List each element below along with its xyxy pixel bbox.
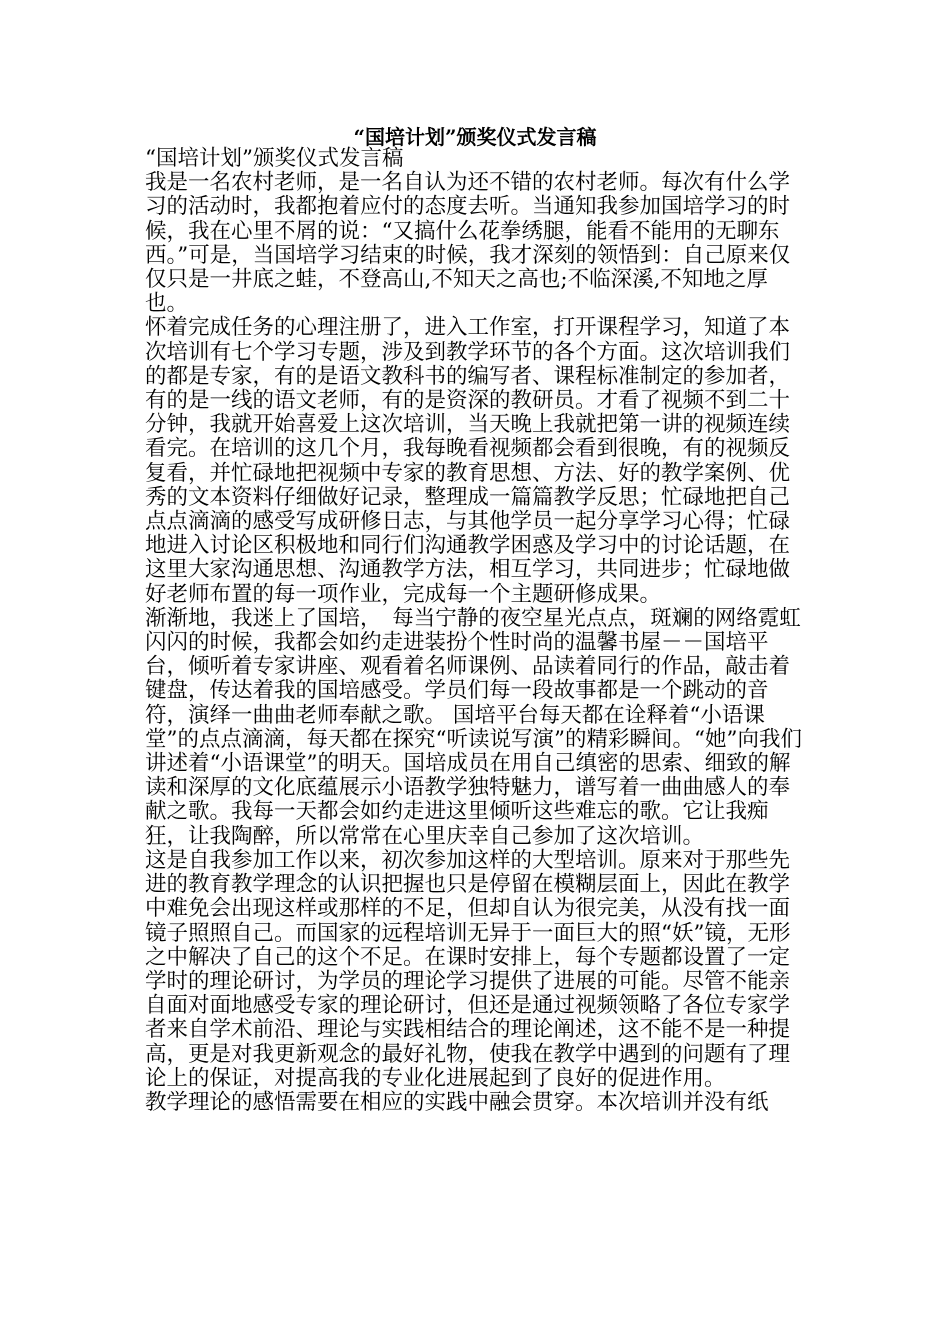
document-body: [145, 147, 805, 1115]
paragraph: 怀着完成任务的心理注册了，进入工作室，打开课程学习，知道了本次培训有七个学习专题，涉及到教学环节的各个方面。这次培训我们的都是专家，有的是语文教科书的编写者、课程标准制定的参加者，有的是一线的语文老师，有的是资深的教研员。才看了视频不到二十分钟，我就开始喜爱上这次培训，当天晚上我就把第一讲的视频连续看完。在培训的这几个月，我每晚看视频都会看到很晚，有的视频反复看，并忙碌地把视频中专家的教育思想、方法、好的教学案例、优秀的文本资料仔细做好记录，整理成一篇篇教学反思；忙碌地把自己点点滴滴的感受写成研修日志，与其他学员一起分享学习心得；忙碌地进入讨论区积极地和同行们沟通教学困惑及学习中的讨论话题，在这里大家沟通思想、沟通教学方法，相互学习，共同进步；忙碌地做好老师布置的每一项作业，完成每一个主题研修成果。: [145, 315, 791, 607]
paragraph: 渐渐地，我迷上了国培， 每当宁静的夜空星光点点，斑斓的网络霓虹闪闪的时候，我都会如约走进装扮个性时尚的温馨书屋－－国培平台，倾听着专家讲座、观看着名师课例、品读着同行的作品，敲击着键盘，传达着我的国培感受。学员们每一段故事都是一个跳动的音符，演绎一曲曲老师奉献之歌。 国培平台每天都在诠释着“小语课堂”的点点滴滴，每天都在探究“听读说写演”的精彩瞬间。“她”向我们讲述着“小语课堂”的明天。国培成员在用自己缜密的思索、细致的解读和深厚的文化底蕴展示小语教学独特魅力，谱写着一曲曲感人的奉献之歌。我每一天都会如约走进这里倾听这些难忘的歌。它让我痴狂，让我陶醉，所以常常在心里庆幸自己参加了这次培训。: [145, 605, 802, 849]
paragraph: 教学理论的感悟需要在相应的实践中融会贯穿。本次培训并没有纸: [145, 1089, 769, 1115]
document-title: “国培计划”颁奖仪式发言稿: [353, 125, 597, 149]
paragraph: 这是自我参加工作以来，初次参加这样的大型培训。原来对于那些先进的教育教学理念的认识把握也只是停留在模糊层面上，因此在教学中难免会出现这样或那样的不足，但却自认为很完美，从没有找一面镜子照照自己。而国家的远程培训无异于一面巨大的照“妖”镜，无形之中解决了自己的这个不足。在课时安排上，每个专题都设置了一定学时的理论研讨，为学员的理论学习提供了进展的可能。尽管不能亲自面对面地感受专家的理论研讨，但还是通过视频领略了各位专家学者来自学术前沿、理论与实践相结合的理论阐述，这不能不是一种提高，更是对我更新观念的最好礼物，使我在教学中遇到的问题有了理论上的保证，对提高我的专业化进展起到了良好的促进作用。: [145, 847, 791, 1091]
paragraph: 我是一名农村老师，是一名自认为还不错的农村老师。每次有什么学习的活动时，我都抱着应付的态度去听。当通知我参加国培学习的时候，我在心里不屑的说：“又搞什么花拳绣腿，能看不能用的无聊东西。”可是，当国培学习结束的时候，我才深刻的领悟到：自己原来仅仅只是一井底之蛙，不登高山,不知天之高也;不临深溪,不知地之厚也。: [145, 170, 791, 317]
document-subtitle: “国培计划”颁奖仪式发言稿: [145, 146, 404, 171]
